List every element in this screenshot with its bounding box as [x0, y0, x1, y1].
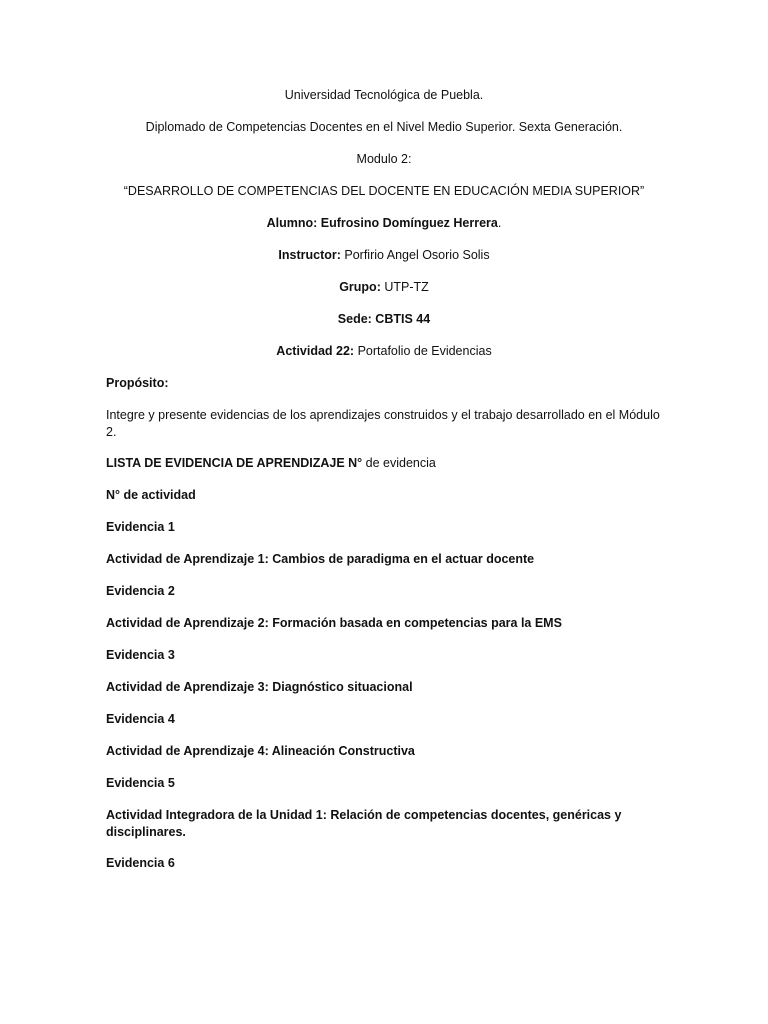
- instructor-value: Porfirio Angel Osorio Solis: [340, 248, 490, 262]
- activity-value: Portafolio de Evidencias: [354, 344, 492, 358]
- purpose-text: Integre y presente evidencias de los aprendizajes construidos y el trabajo desarrollado en el Módulo 2.: [106, 408, 660, 439]
- evidence-label: Evidencia 3: [106, 648, 175, 662]
- activity-item: Actividad Integradora de la Unidad 1: Relación de competencias docentes, genéricas y disciplinares.: [106, 808, 622, 839]
- university-name: Universidad Tecnológica de Puebla.: [284, 88, 484, 102]
- student-name: Alumno: Eufrosino Domínguez Herrera: [266, 216, 498, 230]
- list-title-bold: LISTA DE EVIDENCIA DE APRENDIZAJE N°: [106, 456, 363, 470]
- evidence-label: Evidencia 2: [106, 584, 175, 598]
- student-suffix: .: [497, 216, 502, 230]
- evidence-label: Evidencia 4: [106, 712, 175, 726]
- instructor-label: Instructor:: [278, 248, 341, 262]
- group-label: Grupo:: [339, 280, 381, 294]
- instructor-line: [106, 247, 662, 264]
- activity-item: Actividad de Aprendizaje 3: Diagnóstico situacional: [106, 680, 413, 694]
- student-line: [106, 215, 662, 232]
- list-title: [106, 455, 662, 472]
- activity-item: Actividad de Aprendizaje 4: Alineación Constructiva: [106, 744, 415, 758]
- purpose-label: Propósito:: [106, 376, 169, 390]
- activity-number-label: N° de actividad: [106, 488, 196, 502]
- list-title-rest: de evidencia: [362, 456, 436, 470]
- evidence-label: Evidencia 1: [106, 520, 175, 534]
- activity-item: Actividad de Aprendizaje 2: Formación basada en competencias para la EMS: [106, 616, 562, 630]
- evidence-label: Evidencia 6: [106, 856, 175, 870]
- venue-line: Sede: CBTIS 44: [337, 312, 431, 326]
- diploma-title: Diplomado de Competencias Docentes en el Nivel Medio Superior. Sexta Generación.: [145, 120, 623, 134]
- course-title: “DESARROLLO DE COMPETENCIAS DEL DOCENTE EN EDUCACIÓN MEDIA SUPERIOR”: [123, 184, 645, 198]
- activity-line: [106, 343, 662, 360]
- activity-item: Actividad de Aprendizaje 1: Cambios de paradigma en el actuar docente: [106, 552, 535, 566]
- group-value: UTP-TZ: [380, 280, 429, 294]
- group-line: [106, 279, 662, 296]
- evidence-label: Evidencia 5: [106, 776, 175, 790]
- module-label: Modulo 2:: [356, 152, 412, 166]
- activity-label: Actividad 22:: [276, 344, 355, 358]
